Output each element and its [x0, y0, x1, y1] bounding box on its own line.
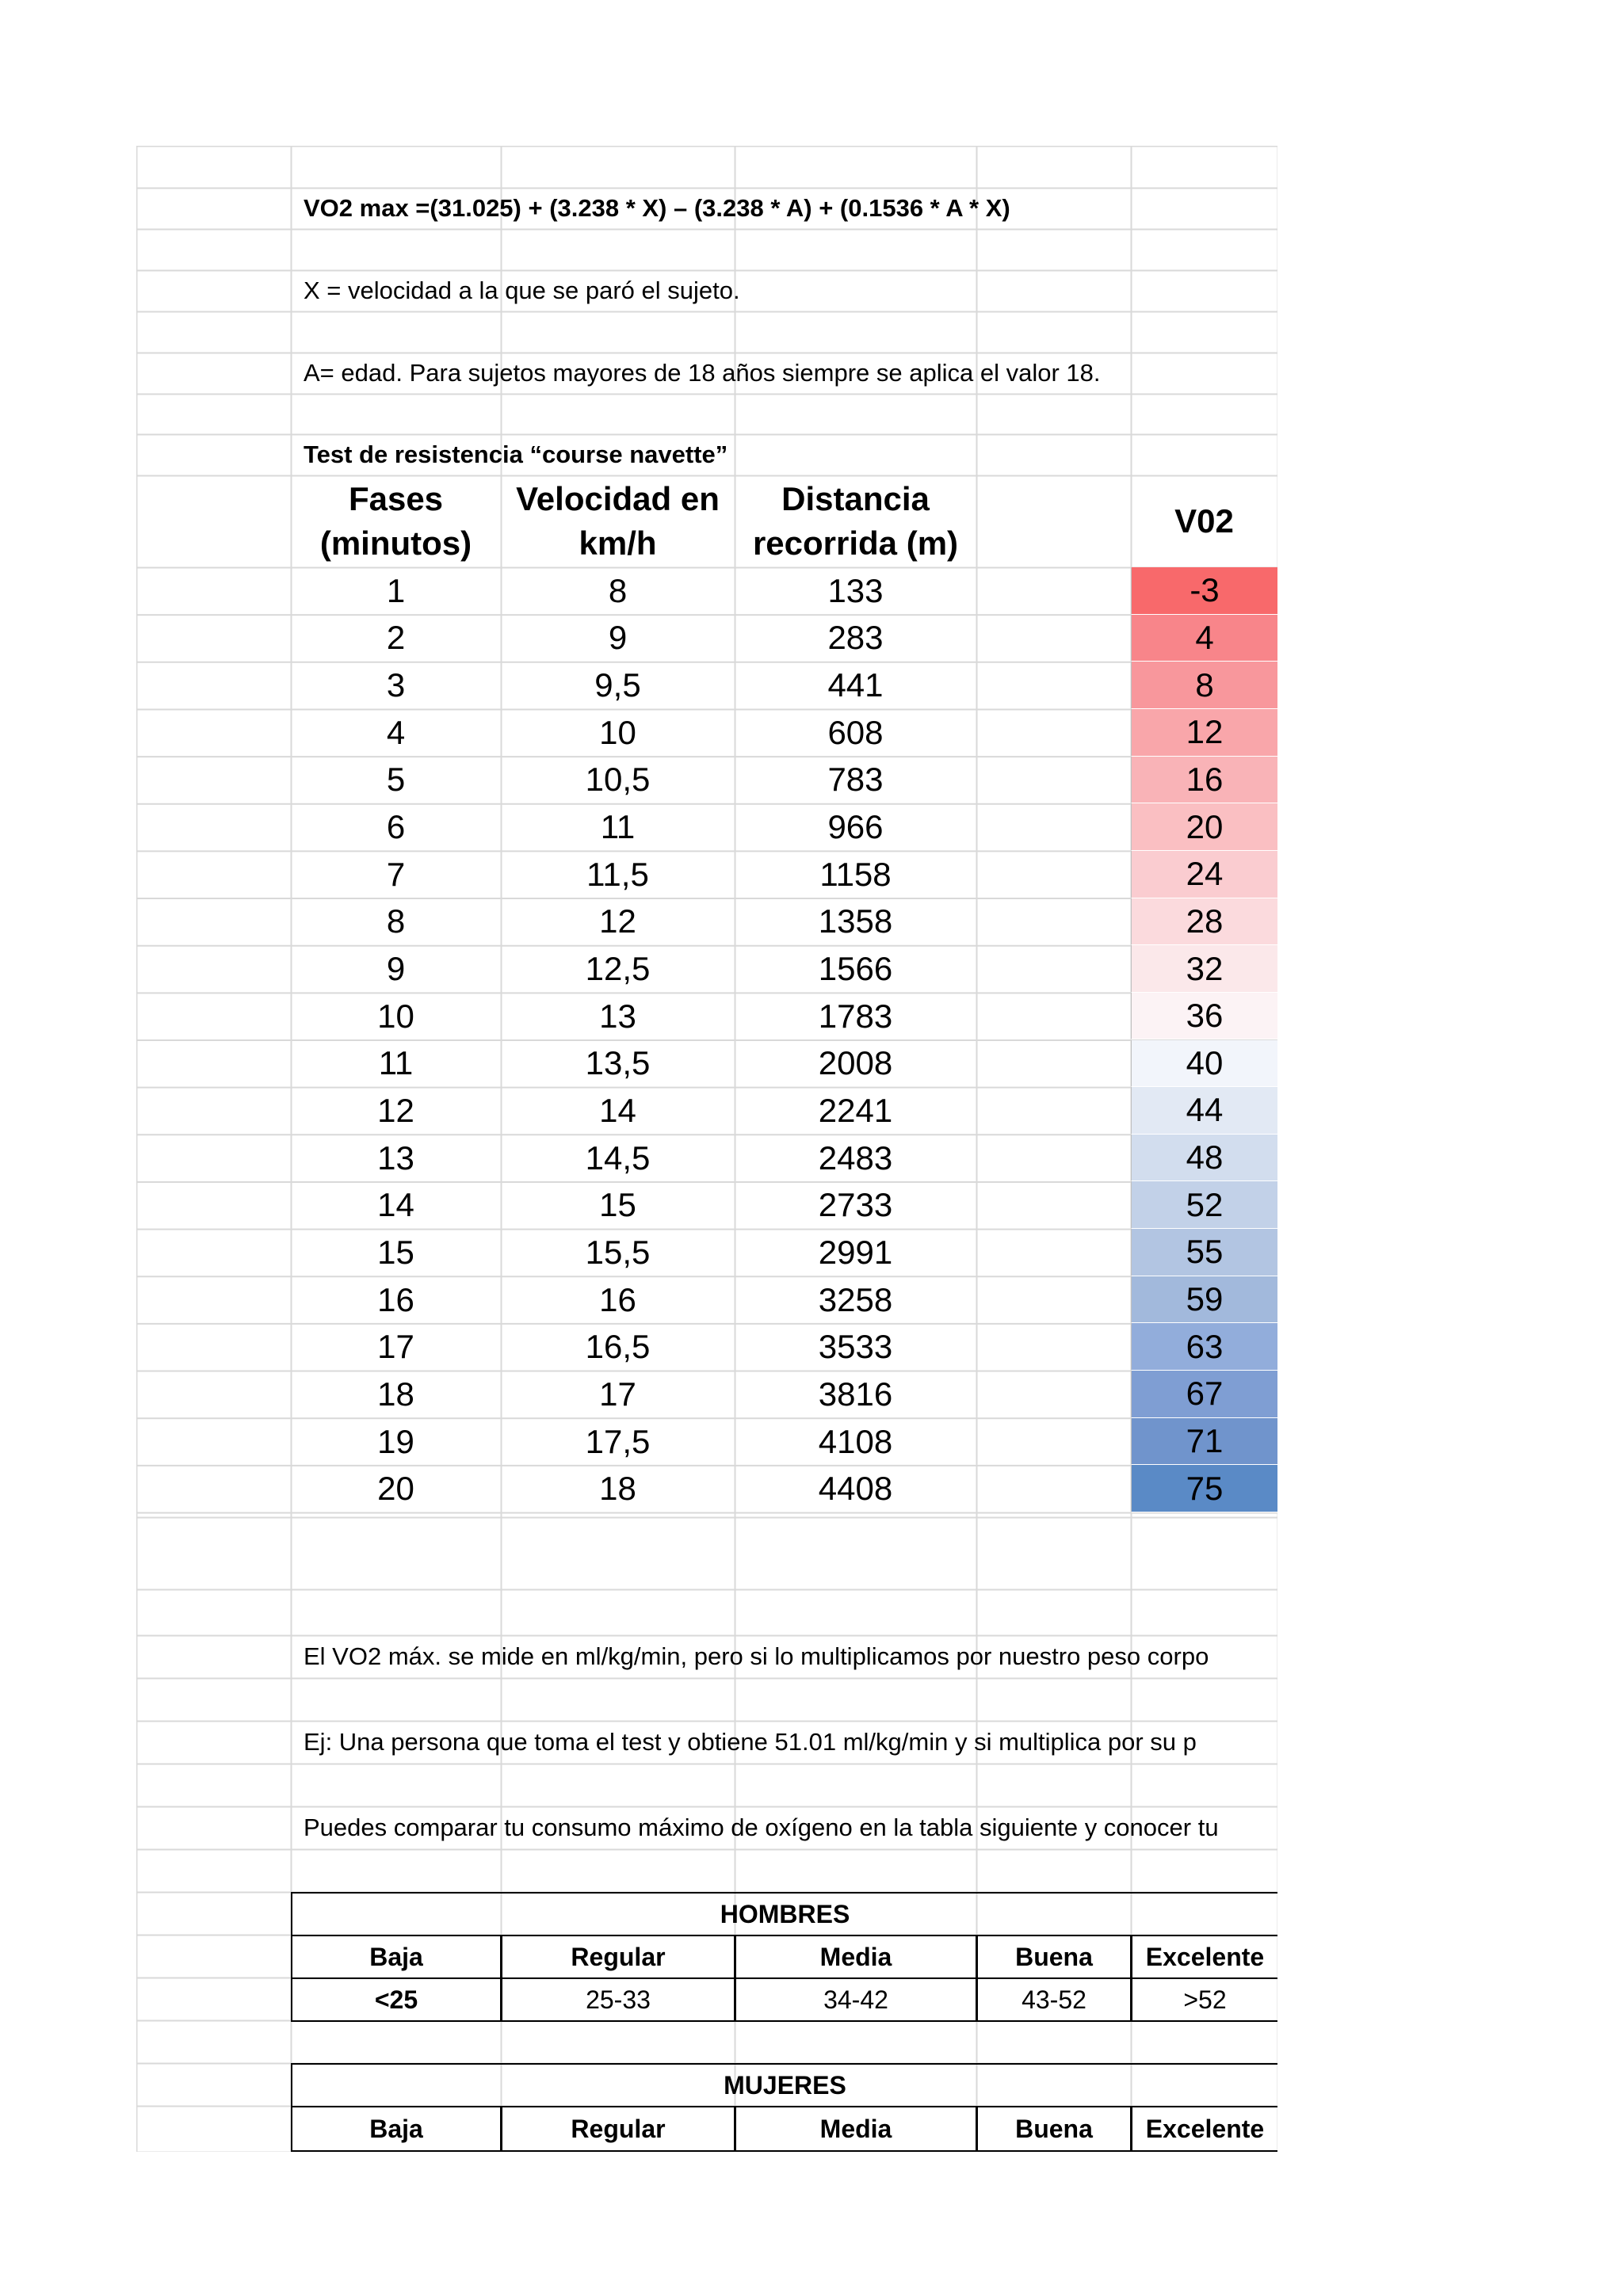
hombres-category-cell[interactable]: Media [735, 1935, 977, 1979]
hombres-category-cell[interactable]: Buena [976, 1935, 1132, 1979]
v02-cell[interactable]: 4 [1131, 615, 1277, 662]
header-fases[interactable]: Fases (minutos) [319, 480, 472, 562]
velocidad-cell[interactable]: 10 [599, 713, 636, 751]
mujeres-category-cell[interactable]: Media [735, 2106, 977, 2152]
distancia-cell[interactable]: 3816 [818, 1375, 893, 1413]
velocidad-cell[interactable]: 10,5 [585, 761, 651, 799]
fase-cell[interactable]: 9 [386, 950, 406, 987]
v02-cell[interactable]: 44 [1131, 1087, 1277, 1135]
v02-cell[interactable]: -3 [1131, 567, 1277, 615]
spreadsheet-sheet [136, 146, 1277, 2152]
velocidad-cell[interactable]: 8 [608, 571, 628, 609]
velocidad-cell[interactable]: 14 [599, 1091, 636, 1129]
hombres-category-cell[interactable]: Baja [291, 1935, 502, 1979]
distancia-cell[interactable]: 441 [827, 666, 884, 704]
v02-cell[interactable]: 20 [1131, 803, 1277, 851]
distancia-cell[interactable]: 2733 [818, 1186, 893, 1224]
mujeres-category-cell[interactable]: Buena [976, 2106, 1132, 2152]
note-compare[interactable]: Puedes comparar tu consumo máximo de oxígeno en la tabla siguiente y conocer tu [304, 1814, 1219, 1841]
v02-cell[interactable]: 59 [1131, 1276, 1277, 1324]
distancia-cell[interactable]: 283 [827, 619, 884, 657]
hombres-value-cell[interactable]: 43-52 [976, 1978, 1132, 2022]
velocidad-cell[interactable]: 11,5 [586, 855, 649, 893]
velocidad-cell[interactable]: 12 [599, 902, 636, 940]
x-definition-cell[interactable]: X = velocidad a la que se paró el sujeto. [304, 277, 740, 304]
distancia-cell[interactable]: 3258 [818, 1280, 893, 1318]
fase-cell[interactable]: 5 [386, 761, 406, 799]
header-distancia[interactable]: Distancia recorrida (m) [752, 480, 959, 562]
velocidad-cell[interactable]: 13 [599, 997, 636, 1035]
velocidad-cell[interactable]: 9 [608, 619, 628, 657]
distancia-cell[interactable]: 1158 [819, 855, 892, 893]
velocidad-cell[interactable]: 15,5 [585, 1233, 651, 1271]
velocidad-cell[interactable]: 16,5 [585, 1328, 651, 1366]
formula-cell[interactable]: VO2 max =(31.025) + (3.238 * X) – (3.238 * A) + (0.1536 * A * X) [304, 194, 1010, 222]
fase-cell[interactable]: 18 [377, 1375, 414, 1413]
fase-cell[interactable]: 4 [386, 713, 406, 751]
fase-cell[interactable]: 8 [386, 902, 406, 940]
header-v02[interactable]: V02 [1174, 502, 1234, 540]
velocidad-cell[interactable]: 17,5 [585, 1422, 651, 1460]
distancia-cell[interactable]: 2241 [818, 1091, 893, 1129]
mujeres-title[interactable]: MUJERES [291, 2063, 1277, 2107]
v02-cell[interactable]: 8 [1131, 662, 1277, 709]
v02-cell[interactable]: 48 [1131, 1135, 1277, 1182]
velocidad-cell[interactable]: 12,5 [585, 950, 651, 987]
v02-cell[interactable]: 28 [1131, 898, 1277, 946]
distancia-cell[interactable]: 783 [827, 761, 884, 799]
velocidad-cell[interactable]: 15 [599, 1186, 636, 1224]
mujeres-category-cell[interactable]: Baja [291, 2106, 502, 2152]
fase-cell[interactable]: 12 [377, 1091, 414, 1129]
header-velocidad[interactable]: Velocidad en km/h [516, 480, 720, 562]
v02-cell[interactable]: 24 [1131, 851, 1277, 898]
v02-cell[interactable]: 12 [1131, 709, 1277, 757]
v02-cell[interactable]: 63 [1131, 1323, 1277, 1371]
v02-cell[interactable]: 55 [1131, 1229, 1277, 1276]
hombres-value-cell[interactable]: >52 [1131, 1978, 1277, 2022]
v02-cell[interactable]: 52 [1131, 1181, 1277, 1229]
fase-cell[interactable]: 11 [378, 1044, 414, 1082]
distancia-cell[interactable]: 4408 [818, 1470, 893, 1508]
distancia-cell[interactable]: 1358 [818, 902, 893, 940]
v02-cell[interactable]: 16 [1131, 757, 1277, 804]
v02-cell[interactable]: 40 [1131, 1040, 1277, 1088]
distancia-cell[interactable]: 1566 [818, 950, 893, 987]
fase-cell[interactable]: 6 [386, 808, 406, 846]
velocidad-cell[interactable]: 11 [600, 808, 636, 846]
fase-cell[interactable]: 19 [377, 1422, 414, 1460]
fase-cell[interactable]: 13 [377, 1138, 414, 1177]
velocidad-cell[interactable]: 18 [599, 1470, 636, 1508]
fase-cell[interactable]: 17 [377, 1328, 414, 1366]
distancia-cell[interactable]: 608 [827, 713, 884, 751]
fase-cell[interactable]: 10 [377, 997, 414, 1035]
fase-cell[interactable]: 20 [377, 1470, 414, 1508]
fase-cell[interactable]: 2 [386, 619, 406, 657]
note-vo2-unit[interactable]: El VO2 máx. se mide en ml/kg/min, pero si lo multiplicamos por nuestro peso corpo [304, 1642, 1209, 1670]
hombres-category-cell[interactable]: Excelente [1131, 1935, 1277, 1979]
distancia-cell[interactable]: 4108 [818, 1422, 893, 1460]
v02-cell[interactable]: 71 [1131, 1418, 1277, 1466]
hombres-category-cell[interactable]: Regular [501, 1935, 735, 1979]
mujeres-category-cell[interactable]: Regular [501, 2106, 735, 2152]
distancia-cell[interactable]: 1783 [818, 997, 893, 1035]
mujeres-category-cell[interactable]: Excelente [1131, 2106, 1277, 2152]
distancia-cell[interactable]: 133 [827, 571, 884, 609]
fase-cell[interactable]: 15 [377, 1233, 414, 1271]
hombres-value-cell[interactable]: <25 [291, 1978, 502, 2022]
distancia-cell[interactable]: 2008 [818, 1044, 893, 1082]
distancia-cell[interactable]: 3533 [818, 1328, 893, 1366]
velocidad-cell[interactable]: 13,5 [585, 1044, 651, 1082]
v02-cell[interactable]: 32 [1131, 945, 1277, 993]
fase-cell[interactable]: 1 [386, 571, 406, 609]
note-example[interactable]: Ej: Una persona que toma el test y obtiene 51.01 ml/kg/min y si multiplica por su p [304, 1728, 1197, 1756]
v02-cell[interactable]: 67 [1131, 1371, 1277, 1418]
distancia-cell[interactable]: 2483 [818, 1138, 893, 1177]
a-definition-cell[interactable]: A= edad. Para sujetos mayores de 18 años siempre se aplica el valor 18. [304, 359, 1101, 387]
hombres-value-cell[interactable]: 25-33 [501, 1978, 735, 2022]
fase-cell[interactable]: 14 [377, 1186, 414, 1224]
velocidad-cell[interactable]: 14,5 [585, 1138, 651, 1177]
v02-cell[interactable]: 36 [1131, 993, 1277, 1040]
v02-cell[interactable]: 75 [1131, 1465, 1277, 1512]
fase-cell[interactable]: 3 [386, 666, 406, 704]
hombres-title[interactable]: HOMBRES [291, 1892, 1277, 1936]
velocidad-cell[interactable]: 16 [599, 1280, 636, 1318]
hombres-value-cell[interactable]: 34-42 [735, 1978, 977, 2022]
distancia-cell[interactable]: 966 [827, 808, 884, 846]
test-title-cell[interactable]: Test de resistencia “course navette” [304, 441, 728, 468]
velocidad-cell[interactable]: 17 [599, 1375, 636, 1413]
distancia-cell[interactable]: 2991 [818, 1233, 893, 1271]
velocidad-cell[interactable]: 9,5 [594, 666, 641, 704]
fase-cell[interactable]: 16 [377, 1280, 414, 1318]
fase-cell[interactable]: 7 [386, 855, 406, 893]
